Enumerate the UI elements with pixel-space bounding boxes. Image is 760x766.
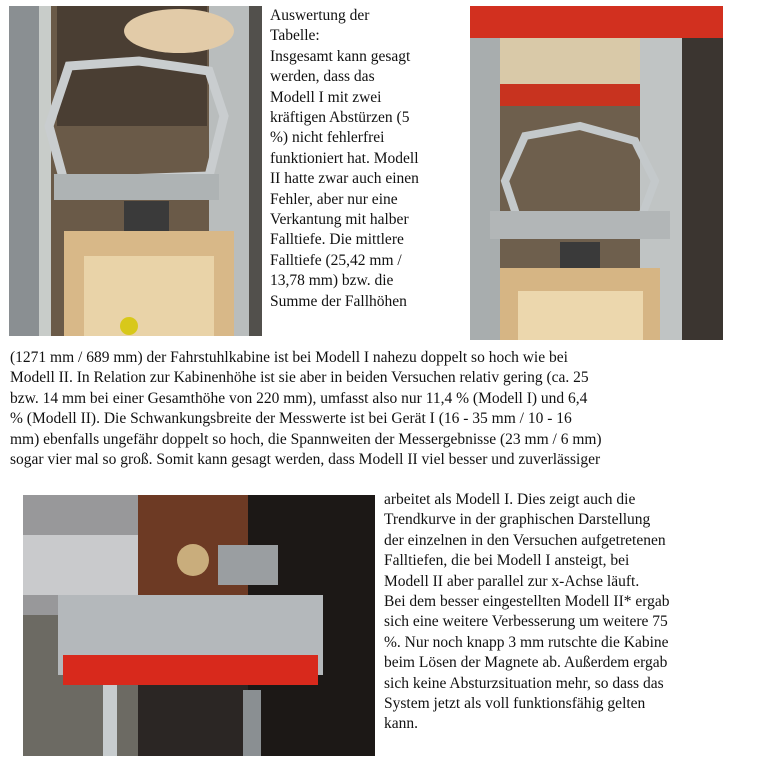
text-line: (1271 mm / 689 mm) der Fahrstuhlkabine ist bei Modell I nahezu doppelt so hoch wie bei [10, 349, 568, 366]
motor-assembly-photo-icon [23, 495, 375, 756]
text-line: sogar vier mal so groß. Somit kann gesagt werden, dass Modell II viel besser und zuverlässiger [10, 451, 601, 469]
photo-model-1-clamp [9, 6, 262, 336]
text-line: mm) ebenfalls ungefähr doppelt so hoch, die Spannweiten der Messergebnisse (23 mm / 6 mm) [10, 430, 602, 448]
text-line: arbeitet als Modell I. Dies zeigt auch die [384, 491, 636, 508]
text-line: Fehler, aber nur eine [270, 190, 398, 208]
text-line: Bei dem besser eingestellten Modell II* ergab [384, 593, 670, 611]
article-bottom-column [384, 490, 670, 735]
text-line: Falltiefe (25,42 mm / [270, 251, 402, 269]
photo-model-2-motor [23, 495, 375, 756]
text-line: Modell II. In Relation zur Kabinenhöhe ist sie aber in beiden Versuchen relativ gering (ca. 25 [10, 369, 589, 387]
photo-model-2-clamp [470, 6, 723, 340]
text-line: Trendkurve in der graphischen Darstellung [384, 511, 651, 529]
text-line: sich eine weitere Verbesserung um weitere 75 [384, 613, 668, 631]
article-top-column [270, 6, 419, 312]
text-line: funktioniert hat. Modell [270, 149, 419, 167]
text-line: kräftigen Abstürzen (5 [270, 109, 410, 127]
text-line: Tabelle: [270, 27, 320, 45]
clamp-mechanism-photo-icon [470, 6, 723, 340]
text-line: %) nicht fehlerfrei [270, 129, 385, 147]
article-full-width [10, 348, 602, 470]
text-line: System jetzt als voll funktionsfähig gelten [384, 695, 646, 713]
text-line: beim Lösen der Magnete ab. Außerdem ergab [384, 654, 668, 672]
text-line: werden, dass das [270, 68, 375, 86]
text-line: Modell I mit zwei [270, 88, 382, 106]
text-line: Insgesamt kann gesagt [270, 47, 411, 65]
text-line: sich keine Absturzsituation mehr, so dass das [384, 674, 664, 692]
text-line: Modell II aber parallel zur x-Achse läuft. [384, 572, 640, 590]
text-line: Falltiefen, die bei Modell I ansteigt, bei [384, 552, 630, 570]
text-line: II hatte zwar auch einen [270, 170, 419, 188]
clamp-mechanism-photo-icon [9, 6, 262, 336]
text-line: kann. [384, 715, 419, 733]
text-line: bzw. 14 mm bei einer Gesamthöhe von 220 mm), umfasst also nur 11,4 % (Modell I) und 6,4 [10, 389, 588, 407]
text-line: der einzelnen in den Versuchen aufgetretenen [384, 531, 666, 549]
text-line: %. Nur noch knapp 3 mm rutschte die Kabine [384, 633, 669, 651]
text-line: % (Modell II). Die Schwankungsbreite der Messwerte ist bei Gerät I (16 - 35 mm / 10 - 16 [10, 410, 572, 428]
text-line: Falltiefe. Die mittlere [270, 231, 404, 249]
text-line: 13,78 mm) bzw. die [270, 272, 394, 290]
text-line: Verkantung mit halber [270, 211, 409, 229]
text-line: Auswertung der [270, 7, 370, 24]
text-line: Summe der Fallhöhen [270, 292, 407, 310]
